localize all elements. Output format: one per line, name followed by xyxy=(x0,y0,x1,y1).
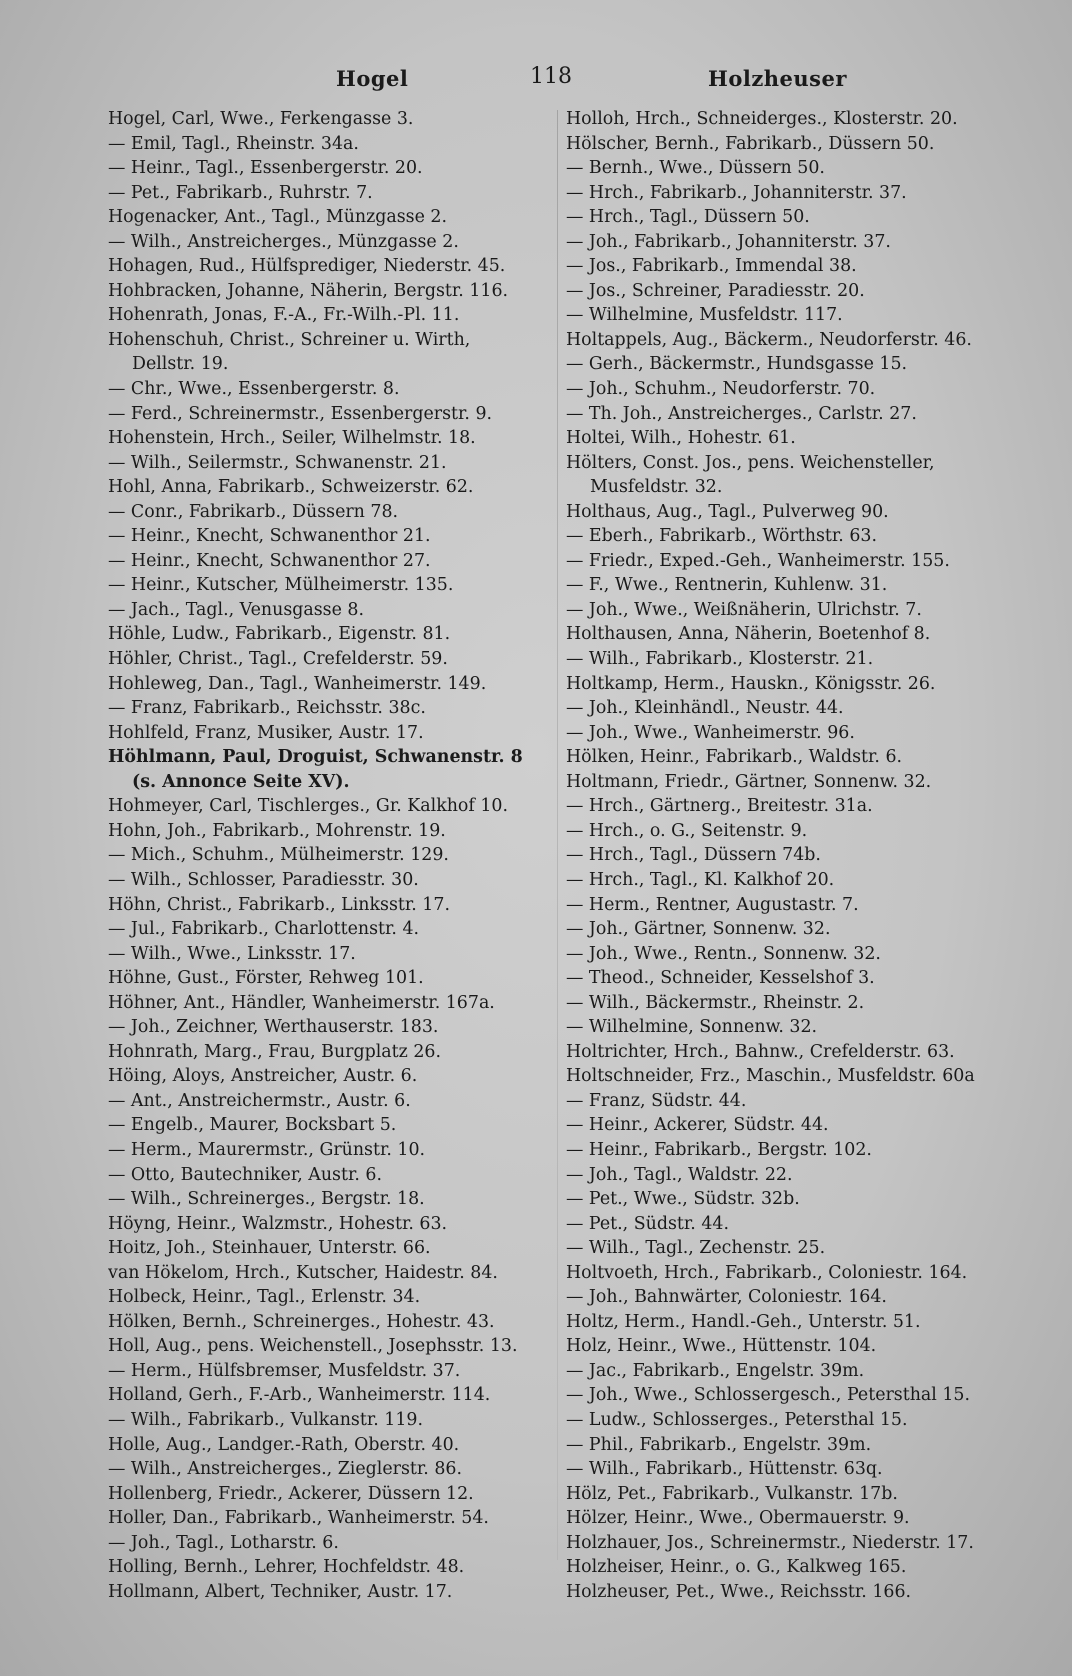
directory-entry: Hohnrath, Marg., Frau, Burgplatz 26. xyxy=(108,1041,441,1062)
directory-entry: — Pet., Wwe., Südstr. 32b. xyxy=(566,1189,800,1210)
directory-entry: Höhle, Ludw., Fabrikarb., Eigenstr. 81. xyxy=(108,624,451,645)
directory-entry: Holtz, Herm., Handl.-Geh., Unterstr. 51. xyxy=(566,1311,921,1332)
directory-entry: — Wilh., Schreinerges., Bergstr. 18. xyxy=(108,1189,425,1210)
directory-entry: Hohbracken, Johanne, Näherin, Bergstr. 116. xyxy=(108,280,509,301)
directory-entry: — Theod., Schneider, Kesselshof 3. xyxy=(566,968,875,989)
directory-entry: Höhlmann, Paul, Droguist, Schwanenstr. 8 xyxy=(108,747,523,768)
directory-entry: — Eberh., Fabrikarb., Wörthstr. 63. xyxy=(566,526,878,547)
directory-entry: — Ferd., Schreinermstr., Essenbergerstr. 9. xyxy=(108,403,493,424)
directory-entry: Holzheuser, Pet., Wwe., Reichsstr. 166. xyxy=(566,1581,912,1602)
directory-entry: — Ludw., Schlosserges., Petersthal 15. xyxy=(566,1409,908,1430)
directory-entry: — Th. Joh., Anstreicherges., Carlstr. 27. xyxy=(566,403,917,424)
directory-entry: — Joh., Tagl., Lotharstr. 6. xyxy=(108,1532,339,1553)
directory-entry: Holl, Aug., pens. Weichenstell., Josephsstr. 13. xyxy=(108,1336,518,1357)
directory-entry: Hölz, Pet., Fabrikarb., Vulkanstr. 17b. xyxy=(566,1483,898,1504)
directory-entry: — Joh., Wwe., Rentn., Sonnenw. 32. xyxy=(566,943,881,964)
directory-entry: Hölters, Const. Jos., pens. Weichensteller, xyxy=(566,452,935,473)
directory-entry: — Emil, Tagl., Rheinstr. 34a. xyxy=(108,133,359,154)
directory-entry: Höyng, Heinr., Walzmstr., Hohestr. 63. xyxy=(108,1213,448,1234)
directory-entry: Hohlfeld, Franz, Musiker, Austr. 17. xyxy=(108,722,424,743)
directory-entry: — F., Wwe., Rentnerin, Kuhlenw. 31. xyxy=(566,575,888,596)
directory-entry: — Joh., Wwe., Wanheimerstr. 96. xyxy=(566,722,855,743)
directory-entry: — Otto, Bautechniker, Austr. 6. xyxy=(108,1164,383,1185)
directory-entry: Höing, Aloys, Anstreicher, Austr. 6. xyxy=(108,1066,418,1087)
directory-entry: — Heinr., Knecht, Schwanenthor 21. xyxy=(108,526,431,547)
directory-entry: Holz, Heinr., Wwe., Hüttenstr. 104. xyxy=(566,1336,877,1357)
directory-entry: — Phil., Fabrikarb., Engelstr. 39m. xyxy=(566,1434,872,1455)
directory-entry: — Chr., Wwe., Essenbergerstr. 8. xyxy=(108,379,400,400)
directory-entry: Holzhauer, Jos., Schreinermstr., Niederstr. 17. xyxy=(566,1532,974,1553)
directory-entry: — Joh., Wwe., Schlossergesch., Petersthal 15. xyxy=(566,1385,971,1406)
directory-entry: — Joh., Wwe., Weißnäherin, Ulrichstr. 7. xyxy=(566,599,922,620)
directory-entry: Holbeck, Heinr., Tagl., Erlenstr. 34. xyxy=(108,1287,421,1308)
directory-entry: — Hrch., Fabrikarb., Johanniterstr. 37. xyxy=(566,182,907,203)
directory-entry: van Hökelom, Hrch., Kutscher, Haidestr. 84. xyxy=(108,1262,498,1283)
directory-entry: Hollmann, Albert, Techniker, Austr. 17. xyxy=(108,1581,453,1602)
directory-entry: Holtschneider, Frz., Maschin., Musfeldstr. 60a xyxy=(566,1066,975,1087)
directory-entry: Holtappels, Aug., Bäckerm., Neudorferstr. 46. xyxy=(566,329,972,350)
directory-entry: — Herm., Maurermstr., Grünstr. 10. xyxy=(108,1139,426,1160)
directory-entry: — Wilh., Seilermstr., Schwanenstr. 21. xyxy=(108,452,447,473)
directory-entry: Holtei, Wilh., Hohestr. 61. xyxy=(566,428,796,449)
directory-entry: — Pet., Südstr. 44. xyxy=(566,1213,729,1234)
directory-entry: — Ant., Anstreichermstr., Austr. 6. xyxy=(108,1090,411,1111)
directory-entry: Höhne, Gust., Förster, Rehweg 101. xyxy=(108,968,424,989)
directory-entry: Holland, Gerh., F.-Arb., Wanheimerstr. 114. xyxy=(108,1385,491,1406)
directory-entry: — Joh., Zeichner, Werthauserstr. 183. xyxy=(108,1017,439,1038)
directory-entry: Holloh, Hrch., Schneiderges., Klosterstr. 20. xyxy=(566,109,958,129)
directory-entry: — Wilhelmine, Musfeldstr. 117. xyxy=(566,305,843,326)
right-column xyxy=(566,107,1006,1604)
directory-entry: — Bernh., Wwe., Düssern 50. xyxy=(566,158,825,179)
directory-entry: Holtvoeth, Hrch., Fabrikarb., Coloniestr. 164. xyxy=(566,1262,968,1283)
directory-entry: Holle, Aug., Landger.-Rath, Oberstr. 40. xyxy=(108,1434,460,1455)
directory-entry: Hohleweg, Dan., Tagl., Wanheimerstr. 149. xyxy=(108,673,487,694)
directory-entry: Höhner, Ant., Händler, Wanheimerstr. 167a. xyxy=(108,992,495,1013)
directory-entry: — Wilhelmine, Sonnenw. 32. xyxy=(566,1017,818,1038)
directory-entry: Hogenacker, Ant., Tagl., Münzgasse 2. xyxy=(108,207,448,228)
directory-entry: — Joh., Tagl., Waldstr. 22. xyxy=(566,1164,793,1185)
directory-entry: Hölken, Heinr., Fabrikarb., Waldstr. 6. xyxy=(566,747,903,768)
directory-entry: Hohenstein, Hrch., Seiler, Wilhelmstr. 18. xyxy=(108,428,476,449)
directory-entry: Holthausen, Anna, Näherin, Boetenhof 8. xyxy=(566,624,931,645)
directory-entry: — Wilh., Fabrikarb., Vulkanstr. 119. xyxy=(108,1409,423,1430)
directory-entry: — Wilh., Bäckermstr., Rheinstr. 2. xyxy=(566,992,865,1013)
directory-entry: — Hrch., Gärtnerg., Breitestr. 31a. xyxy=(566,796,873,817)
directory-entry: — Wilh., Wwe., Linksstr. 17. xyxy=(108,943,356,964)
directory-entry: (s. Annonce Seite XV). xyxy=(132,771,350,792)
directory-entry: — Heinr., Fabrikarb., Bergstr. 102. xyxy=(566,1139,872,1160)
directory-entry: Höhn, Christ., Fabrikarb., Linksstr. 17. xyxy=(108,894,450,915)
directory-entry: — Joh., Kleinhändl., Neustr. 44. xyxy=(566,698,844,719)
directory-entry: Holtmann, Friedr., Gärtner, Sonnenw. 32. xyxy=(566,771,932,792)
header-left-catchword: Hogel xyxy=(336,66,409,91)
directory-entry: — Joh., Schuhm., Neudorferstr. 70. xyxy=(566,379,876,400)
directory-entry: — Jach., Tagl., Venusgasse 8. xyxy=(108,599,365,620)
directory-entry: — Jos., Schreiner, Paradiesstr. 20. xyxy=(566,280,865,301)
directory-entry: — Hrch., o. G., Seitenstr. 9. xyxy=(566,820,808,841)
directory-entry: Dellstr. 19. xyxy=(132,354,229,375)
directory-entry: Hölken, Bernh., Schreinerges., Hohestr. 43. xyxy=(108,1311,495,1332)
directory-entry: Hollenberg, Friedr., Ackerer, Düssern 12. xyxy=(108,1483,474,1504)
directory-entry: Holtrichter, Hrch., Bahnw., Crefelderstr. 63. xyxy=(566,1041,955,1062)
directory-entry: — Jos., Fabrikarb., Immendal 38. xyxy=(566,256,857,277)
directory-entry: Hohn, Joh., Fabrikarb., Mohrenstr. 19. xyxy=(108,820,446,841)
directory-entry: Musfeldstr. 32. xyxy=(590,477,723,498)
directory-entry: — Herm., Hülfsbremser, Musfeldstr. 37. xyxy=(108,1360,461,1381)
directory-entry: — Heinr., Knecht, Schwanenthor 27. xyxy=(108,550,431,571)
directory-entry: Hohenschuh, Christ., Schreiner u. Wirth, xyxy=(108,329,471,350)
directory-entry: — Wilh., Schlosser, Paradiesstr. 30. xyxy=(108,869,419,890)
directory-entry: — Franz, Fabrikarb., Reichsstr. 38c. xyxy=(108,698,426,719)
directory-entry: — Hrch., Tagl., Kl. Kalkhof 20. xyxy=(566,869,835,890)
directory-entry: — Joh., Bahnwärter, Coloniestr. 164. xyxy=(566,1287,887,1308)
directory-entry: — Wilh., Anstreicherges., Zieglerstr. 86. xyxy=(108,1459,462,1480)
directory-entry: — Friedr., Exped.-Geh., Wanheimerstr. 155. xyxy=(566,550,950,571)
directory-entry: — Joh., Fabrikarb., Johanniterstr. 37. xyxy=(566,231,891,252)
directory-entry: Hohl, Anna, Fabrikarb., Schweizerstr. 62. xyxy=(108,477,474,498)
directory-entry: — Wilh., Anstreicherges., Münzgasse 2. xyxy=(108,231,459,252)
directory-entry: — Gerh., Bäckermstr., Hundsgasse 15. xyxy=(566,354,908,375)
directory-entry: — Hrch., Tagl., Düssern 74b. xyxy=(566,845,821,866)
directory-entry: — Wilh., Tagl., Zechenstr. 25. xyxy=(566,1238,826,1259)
page-header xyxy=(0,62,1072,102)
directory-entry: Hohmeyer, Carl, Tischlerges., Gr. Kalkhof 10. xyxy=(108,796,509,817)
directory-entry: — Heinr., Ackerer, Südstr. 44. xyxy=(566,1115,829,1136)
column-divider xyxy=(557,110,558,1560)
directory-entry: — Conr., Fabrikarb., Düssern 78. xyxy=(108,501,399,522)
directory-entry: — Franz, Südstr. 44. xyxy=(566,1090,747,1111)
directory-entry: — Mich., Schuhm., Mülheimerstr. 129. xyxy=(108,845,449,866)
directory-entry: Holling, Bernh., Lehrer, Hochfeldstr. 48. xyxy=(108,1557,465,1578)
directory-entry: — Joh., Gärtner, Sonnenw. 32. xyxy=(566,919,831,940)
header-right-catchword: Holzheuser xyxy=(708,66,847,91)
directory-entry: — Pet., Fabrikarb., Ruhrstr. 7. xyxy=(108,182,373,203)
directory-entry: Hohagen, Rud., Hülfsprediger, Niederstr. 45. xyxy=(108,256,506,277)
directory-entry: — Wilh., Fabrikarb., Klosterstr. 21. xyxy=(566,649,874,670)
directory-entry: — Heinr., Tagl., Essenbergerstr. 20. xyxy=(108,158,423,179)
directory-entry: Hölscher, Bernh., Fabrikarb., Düssern 50. xyxy=(566,133,935,154)
directory-entry: — Heinr., Kutscher, Mülheimerstr. 135. xyxy=(108,575,454,596)
directory-entry: — Herm., Rentner, Augustastr. 7. xyxy=(566,894,859,915)
directory-entry: Holzheiser, Heinr., o. G., Kalkweg 165. xyxy=(566,1557,907,1578)
directory-entry: Hölzer, Heinr., Wwe., Obermauerstr. 9. xyxy=(566,1508,910,1529)
directory-entry: Holthaus, Aug., Tagl., Pulverweg 90. xyxy=(566,501,889,522)
directory-entry: — Jul., Fabrikarb., Charlottenstr. 4. xyxy=(108,919,420,940)
page-number: 118 xyxy=(530,64,572,89)
directory-entry: — Jac., Fabrikarb., Engelstr. 39m. xyxy=(566,1360,865,1381)
left-column xyxy=(108,107,548,1604)
directory-entry: — Wilh., Fabrikarb., Hüttenstr. 63q. xyxy=(566,1459,883,1480)
directory-entry: Hogel, Carl, Wwe., Ferkengasse 3. xyxy=(108,109,414,129)
directory-entry: Hoitz, Joh., Steinhauer, Unterstr. 66. xyxy=(108,1238,431,1259)
directory-entry: — Engelb., Maurer, Bocksbart 5. xyxy=(108,1115,397,1136)
directory-entry: Holtkamp, Herm., Hauskn., Königsstr. 26. xyxy=(566,673,936,694)
directory-entry: Hohenrath, Jonas, F.-A., Fr.-Wilh.-Pl. 11. xyxy=(108,305,460,326)
directory-entry: — Hrch., Tagl., Düssern 50. xyxy=(566,207,810,228)
directory-entry: Holler, Dan., Fabrikarb., Wanheimerstr. 54. xyxy=(108,1508,489,1529)
directory-entry: Höhler, Christ., Tagl., Crefelderstr. 59. xyxy=(108,649,448,670)
